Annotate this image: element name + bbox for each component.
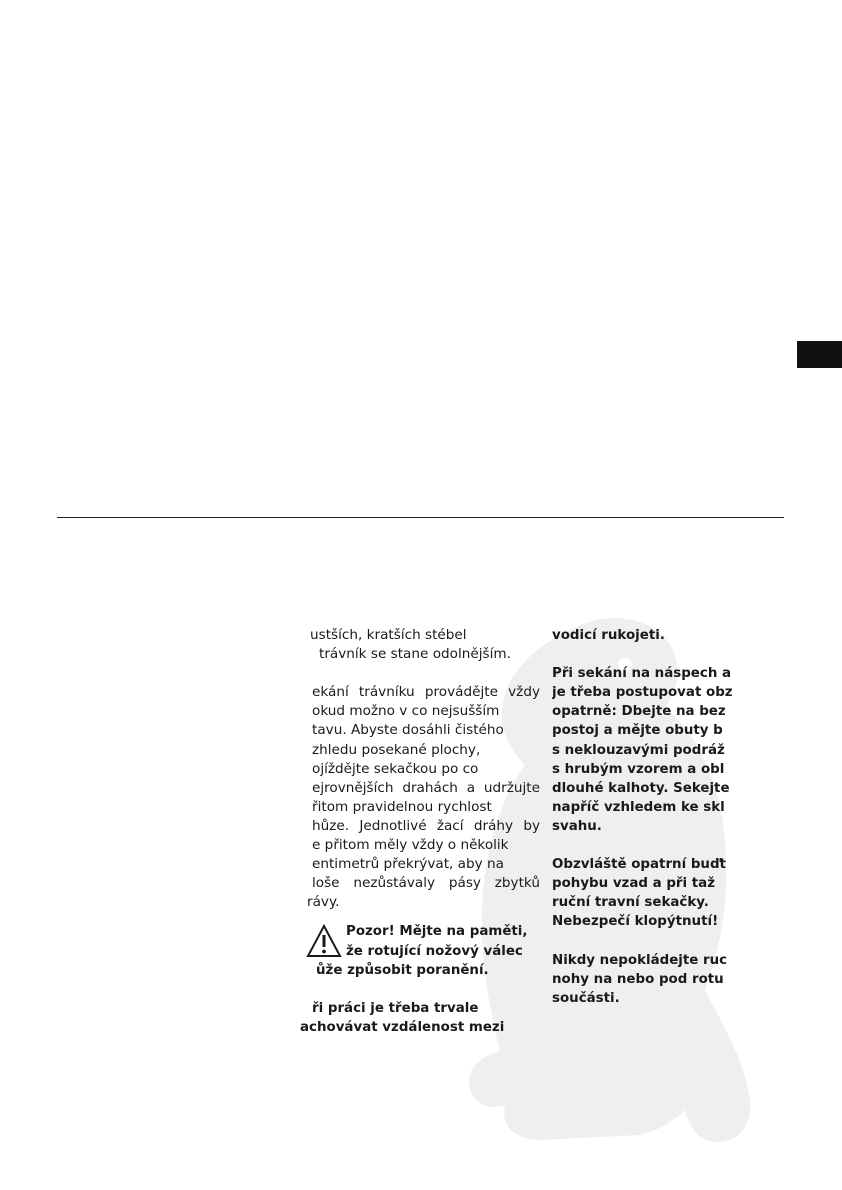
text-line: napříč vzhledem ke skl <box>552 799 725 815</box>
text-line: s hrubým vzorem a obl <box>552 761 725 777</box>
warning-line: že rotující nožový válec <box>346 943 523 959</box>
text-line: ři práci je třeba trvale <box>312 1000 479 1016</box>
text-line: ojíždějte sekačkou po co <box>312 760 479 777</box>
text-line: okud možno v co nejsušším <box>312 703 500 720</box>
text-line: postoj a mějte obuty b <box>552 723 723 739</box>
text-line: pohybu vzad a při taž <box>552 876 716 892</box>
text-column-left <box>300 626 540 1037</box>
text-line: trávník se stane odolnějším. <box>319 646 511 663</box>
text-line: achovávat vzdálenost mezi <box>300 1019 505 1035</box>
text-line: ekání trávníku provádějte vždy <box>312 684 540 701</box>
text-line: Nikdy nepokládejte ruc <box>552 952 728 968</box>
text-line: dlouhé kalhoty. Sekejte <box>552 780 730 796</box>
text-line: ruční travní sekačky. <box>552 895 709 911</box>
section-tab-marker <box>797 341 842 368</box>
text-line: ustších, kratších stébel <box>310 627 467 643</box>
text-line: je třeba postupovat obz <box>552 685 733 701</box>
text-line: Obzvláště opatrní buďt <box>552 857 726 873</box>
text-line: rávy. <box>307 894 340 911</box>
horizontal-rule <box>57 517 784 518</box>
warning-triangle-icon <box>306 924 342 958</box>
warning-note <box>300 922 540 979</box>
text-line: ejrovnějších drahách a udržujte <box>312 779 540 796</box>
text-line: tavu. Abyste dosáhli čistého <box>312 722 504 739</box>
text-line: entimetrů překrývat, aby na <box>312 856 504 873</box>
text-line: e přitom měly vždy o několik <box>312 837 509 854</box>
text-line: Nebezpečí klopýtnutí! <box>552 914 719 930</box>
text-line: vodicí rukojeti. <box>552 628 665 643</box>
text-line: opatrně: Dbejte na bez <box>552 704 726 720</box>
text-line: hůze. Jednotlivé žací dráhy by <box>312 817 540 834</box>
text-line: nohy na nebo pod rotu <box>552 971 724 987</box>
text-line: svahu. <box>552 818 602 834</box>
text-line: s neklouzavými podráž <box>552 742 725 758</box>
text-column-right <box>552 626 742 1008</box>
text-line: zhledu posekané plochy, <box>312 741 481 758</box>
text-line: loše nezůstávaly pásy zbytků <box>312 875 540 892</box>
text-line: Při sekání na náspech a <box>552 666 732 682</box>
text-line: součásti. <box>552 990 620 1006</box>
text-line: řitom pravidelnou rychlost <box>312 798 492 815</box>
warning-line: ůže způsobit poranění. <box>316 962 489 978</box>
warning-line: Pozor! Mějte na paměti, <box>346 924 528 940</box>
